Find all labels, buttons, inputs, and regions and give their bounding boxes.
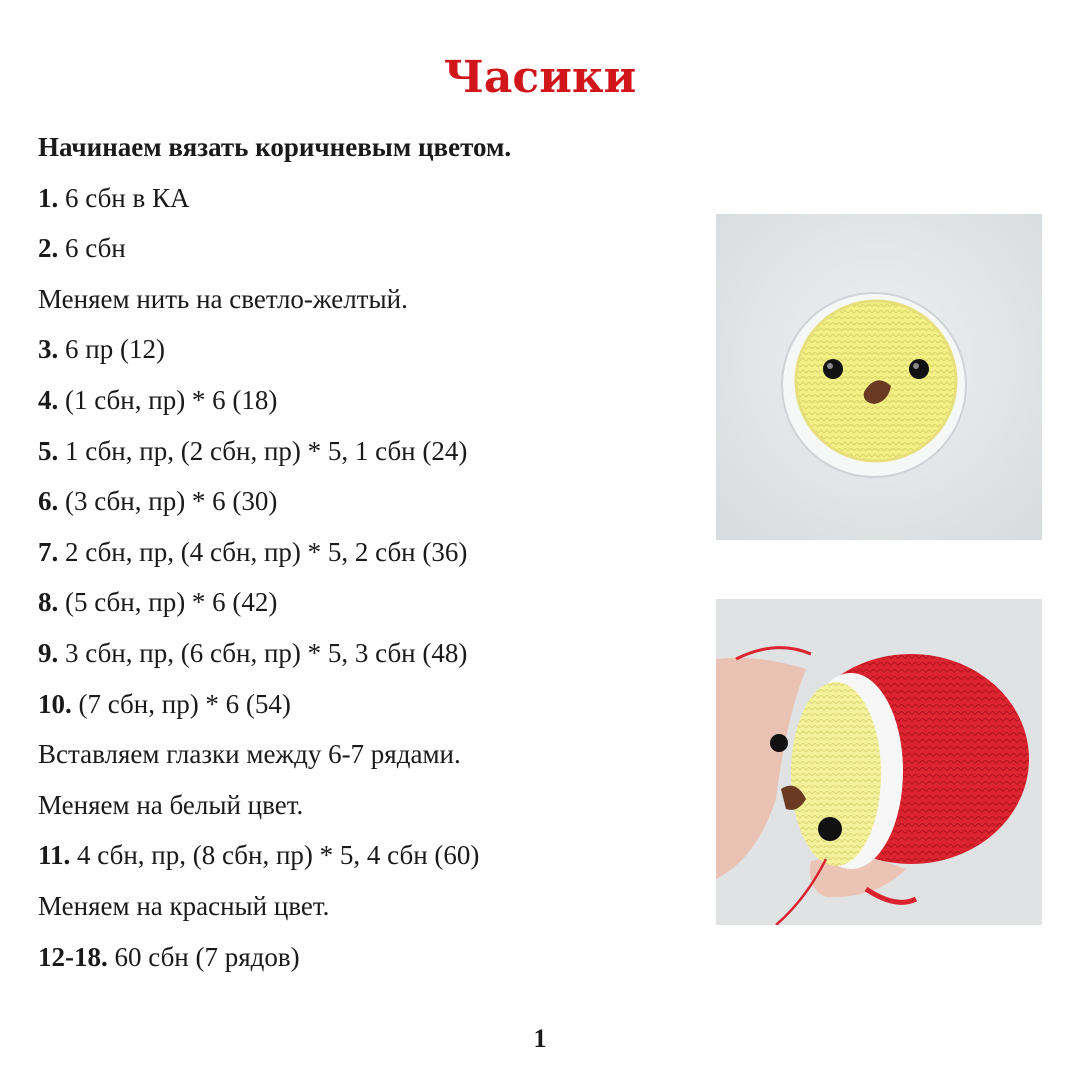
step-number: 2. <box>38 233 59 264</box>
photo-yellow-circle <box>716 214 1042 540</box>
page-number: 1 <box>533 1024 547 1053</box>
step-number: 8. <box>38 587 59 618</box>
step-text: 60 сбн (7 рядов) <box>107 941 300 972</box>
step-number: 12-18. <box>38 941 108 972</box>
step-number: 5. <box>38 435 59 466</box>
step-line <box>38 173 698 224</box>
step-number: 11. <box>38 840 71 871</box>
step-text: (1 сбн, пр) * 6 (18) <box>58 384 278 415</box>
step-text: 6 сбн в КА <box>58 182 190 213</box>
note-line <box>38 274 698 325</box>
note-line <box>38 729 698 780</box>
left-eye-icon <box>823 359 843 379</box>
step-line <box>38 679 698 730</box>
step-line <box>38 223 698 274</box>
step-line <box>38 527 698 578</box>
step-number: 7. <box>38 536 59 567</box>
step-number: 3. <box>38 334 59 365</box>
step-text: 3 сбн, пр, (6 сбн, пр) * 5, 3 сбн (48) <box>58 637 468 668</box>
step-line <box>38 830 698 881</box>
step-text: 2 сбн, пр, (4 сбн, пр) * 5, 2 сбн (36) <box>58 536 468 567</box>
step-number: 1. <box>38 182 59 213</box>
upper-eye-icon <box>770 734 788 752</box>
step-text: (5 сбн, пр) * 6 (42) <box>58 587 278 618</box>
step-text: 6 сбн <box>58 233 126 264</box>
step-number: 10. <box>38 688 72 719</box>
note-line <box>38 881 698 932</box>
page-title: Часики <box>443 52 637 103</box>
step-line <box>38 324 698 375</box>
pattern-instructions <box>38 122 698 982</box>
intro-line: Начинаем вязать коричневым цветом. <box>38 132 512 162</box>
red-ball-illustration <box>716 599 1042 925</box>
step-line <box>38 628 698 679</box>
step-text: Меняем на красный цвет. <box>38 890 330 921</box>
step-line <box>38 932 698 983</box>
step-number: 9. <box>38 637 59 668</box>
left-eye-highlight <box>827 363 833 369</box>
step-number: 4. <box>38 384 59 415</box>
step-text: Меняем на белый цвет. <box>38 789 304 820</box>
photo-red-ball-in-hand <box>716 599 1042 925</box>
step-text: 6 пр (12) <box>58 334 165 365</box>
step-line <box>38 375 698 426</box>
right-eye-icon <box>909 359 929 379</box>
step-line <box>38 426 698 477</box>
step-number: 6. <box>38 486 59 517</box>
step-line <box>38 577 698 628</box>
step-line <box>38 476 698 527</box>
step-text: 1 сбн, пр, (2 сбн, пр) * 5, 1 сбн (24) <box>58 435 468 466</box>
note-line <box>38 780 698 831</box>
step-text: (3 сбн, пр) * 6 (30) <box>58 486 278 517</box>
step-text: 4 сбн, пр, (8 сбн, пр) * 5, 4 сбн (60) <box>70 840 480 871</box>
right-eye-highlight <box>913 363 919 369</box>
step-text: (7 сбн, пр) * 6 (54) <box>71 688 291 719</box>
yellow-circle-illustration <box>716 214 1042 540</box>
step-text: Вставляем глазки между 6-7 рядами. <box>38 739 461 770</box>
lower-eye-icon <box>818 817 842 841</box>
step-text: Меняем нить на светло-желтый. <box>38 283 408 314</box>
